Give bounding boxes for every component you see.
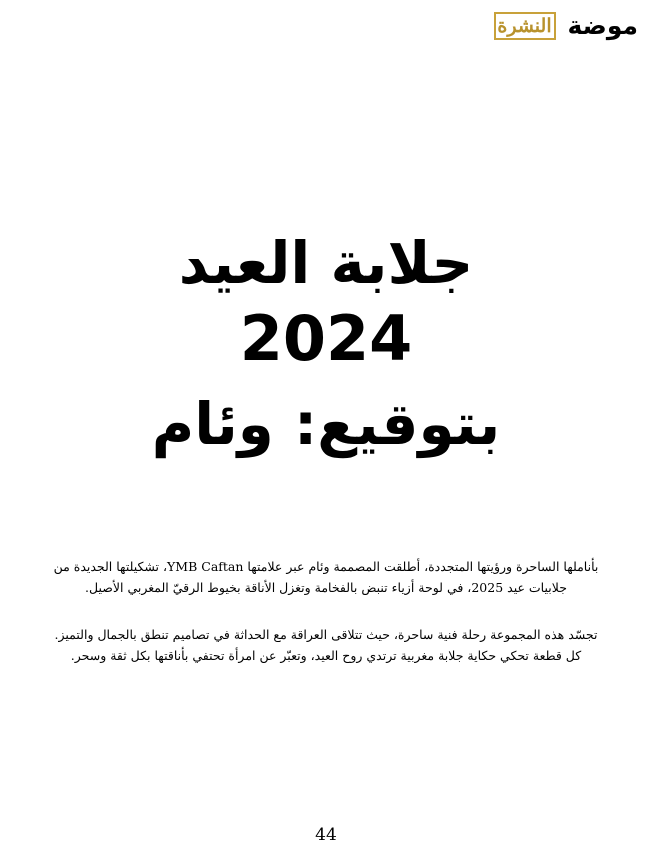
title-line-1: جلابة العيد [178,229,474,297]
brand-logo-text: النشرة [497,15,552,37]
paragraph-2-line-1: تجسّد هذه المجموعة رحلة فنية ساحرة، حيث تتلاقى العراقة مع الحداثة في تصاميم تنطق بالجمال والتميز. [54,627,598,642]
paragraph-1-line-2: جلابيات عيد 2025، في لوحة أزياء تنبض بالفخامة وتغزل الأناقة بخيوط الرقيّ المغربي الأصيل. [85,580,567,595]
page-title [0,228,652,466]
paragraph-1 [50,556,602,598]
page-number: 44 [315,825,337,845]
paragraph-2 [50,624,602,666]
brand-logo [494,12,556,40]
title-line-3: بتوقيع: وئام [151,390,501,458]
page-header [494,10,638,42]
section-name: موضة [567,11,638,40]
paragraph-2-line-2: كل قطعة تحكي حكاية جلابة مغربية ترتدي روح العيد، وتعبّر عن امرأة تحتفي بأناقتها بكل ثقة وسحر. [70,648,582,663]
paragraph-1-line-1: بأناملها الساحرة ورؤيتها المتجددة، أطلقت المصممة وئام عبر علامتها YMB Caftan، تشكيلتها الجديدة من [53,559,599,574]
title-line-2: 2024 [239,302,413,375]
